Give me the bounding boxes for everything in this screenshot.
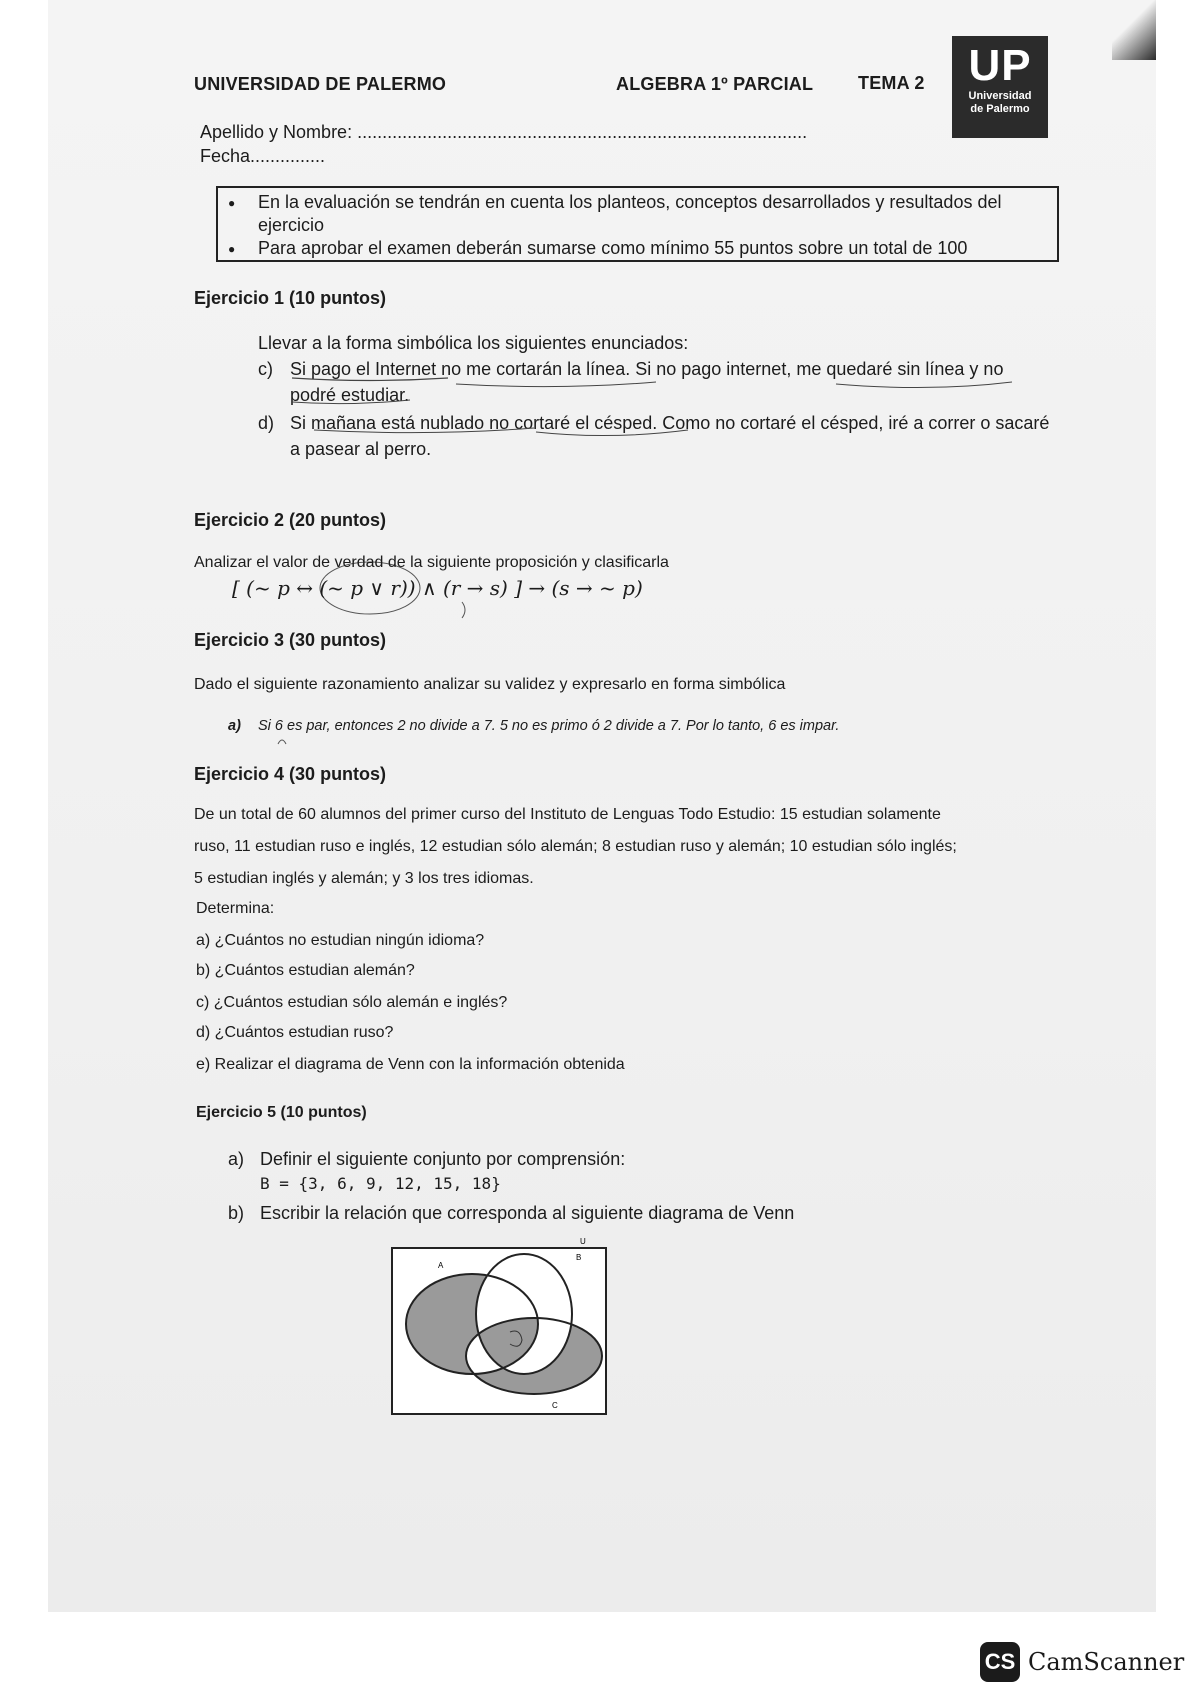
exam-tema: TEMA 2 — [858, 73, 925, 93]
exercise-1-d-text: Si mañana está nublado no cortaré el césped. Como no cortaré el césped, iré a correr o sacaré a pasear al perro. — [290, 413, 1050, 459]
university-name: UNIVERSIDAD DE PALERMO — [194, 74, 447, 94]
exercise-4-question-c: c) ¿Cuántos estudian sólo alemán e inglés? — [196, 994, 508, 1011]
exercise-1-c-text: Si pago el Internet no me cortarán la línea. Si no pago internet, me quedaré sin línea y no podré estudiar. — [290, 359, 1004, 405]
label-a: A — [438, 1261, 444, 1270]
exercise-3-intro: Dado el siguiente razonamiento analizar su validez y expresarlo en forma simbólica — [194, 676, 786, 693]
label-u: U — [580, 1237, 586, 1246]
logo-line-2: de Palermo — [970, 103, 1030, 115]
exercise-3-a-label: a) — [228, 718, 241, 734]
exercise-4-line-1: De un total de 60 alumnos del primer curso del Instituto de Lenguas Todo Estudio: 15 estudian solamente — [194, 806, 941, 823]
exercise-4-question-d: d) ¿Cuántos estudian ruso? — [196, 1024, 394, 1041]
label-c: C — [552, 1401, 558, 1410]
exercise-1-title: Ejercicio 1 (10 puntos) — [194, 288, 387, 308]
exercise-2-title: Ejercicio 2 (20 puntos) — [194, 510, 387, 530]
label-b: B — [576, 1253, 582, 1262]
logo-initials: UP — [968, 41, 1032, 90]
instruction-item: ● En la evaluación se tendrán en cuenta los planteos, conceptos desarrollados y resultados del ejercicio — [258, 191, 1047, 237]
exercise-3-title: Ejercicio 3 (30 puntos) — [194, 630, 387, 650]
exercise-4-determina: Determina: — [196, 900, 275, 917]
exercise-5-a-text: Definir el siguiente conjunto por comprensión: — [260, 1149, 626, 1169]
exercise-2-formula: [ (~ p ↔ (~ p ∨ r)) ∧ (r → s) ] → (s → ~ p) — [232, 576, 643, 600]
exercise-4-line-3: 5 estudian inglés y alemán; y 3 los tres idiomas. — [194, 870, 534, 887]
camscanner-name: CamScanner — [1028, 1648, 1185, 1676]
exercise-5-b-label: b) — [228, 1203, 245, 1223]
exercise-1-d-label: d) — [258, 413, 275, 433]
exercise-4-title: Ejercicio 4 (30 puntos) — [194, 764, 387, 784]
exercise-4-line-2: ruso, 11 estudian ruso e inglés, 12 estudian sólo alemán; 8 estudian ruso y alemán; 10 estudian sólo inglés; — [194, 838, 957, 855]
exercise-4-question-e: e) Realizar el diagrama de Venn con la información obtenida — [196, 1056, 625, 1073]
venn-diagram — [386, 1234, 618, 1422]
name-field: Apellido y Nombre: .......................................................................................... — [200, 122, 808, 142]
exercise-5-a-label: a) — [228, 1149, 245, 1169]
exercise-1-c-label: c) — [258, 359, 273, 379]
exercise-2-intro: Analizar el valor de verdad de la siguiente proposición y clasificarla — [194, 554, 669, 571]
exercise-3-a-text: Si 6 es par, entonces 2 no divide a 7. 5 no es primo ó 2 divide a 7. Por lo tanto, 6 es impar. — [258, 718, 840, 734]
exercise-5-b-text: Escribir la relación que corresponda al siguiente diagrama de Venn — [260, 1203, 795, 1223]
exam-subject: ALGEBRA 1º PARCIAL — [616, 74, 814, 94]
date-field: Fecha............... — [200, 146, 326, 166]
exercise-4-question-b: b) ¿Cuántos estudian alemán? — [196, 962, 415, 979]
camscanner-logo: CS — [980, 1642, 1020, 1682]
instruction-item: ● Para aprobar el examen deberán sumarse como mínimo 55 puntos sobre un total de 100 — [258, 237, 1047, 260]
exercise-5-title: Ejercicio 5 (10 puntos) — [196, 1104, 367, 1121]
logo-line-1: Universidad — [968, 90, 1032, 102]
exercise-4-question-a: a) ¿Cuántos no estudian ningún idioma? — [196, 932, 485, 949]
exercise-1-intro: Llevar a la forma simbólica los siguientes enunciados: — [258, 333, 689, 353]
exercise-5-set: B = {3, 6, 9, 12, 15, 18} — [260, 1174, 501, 1193]
